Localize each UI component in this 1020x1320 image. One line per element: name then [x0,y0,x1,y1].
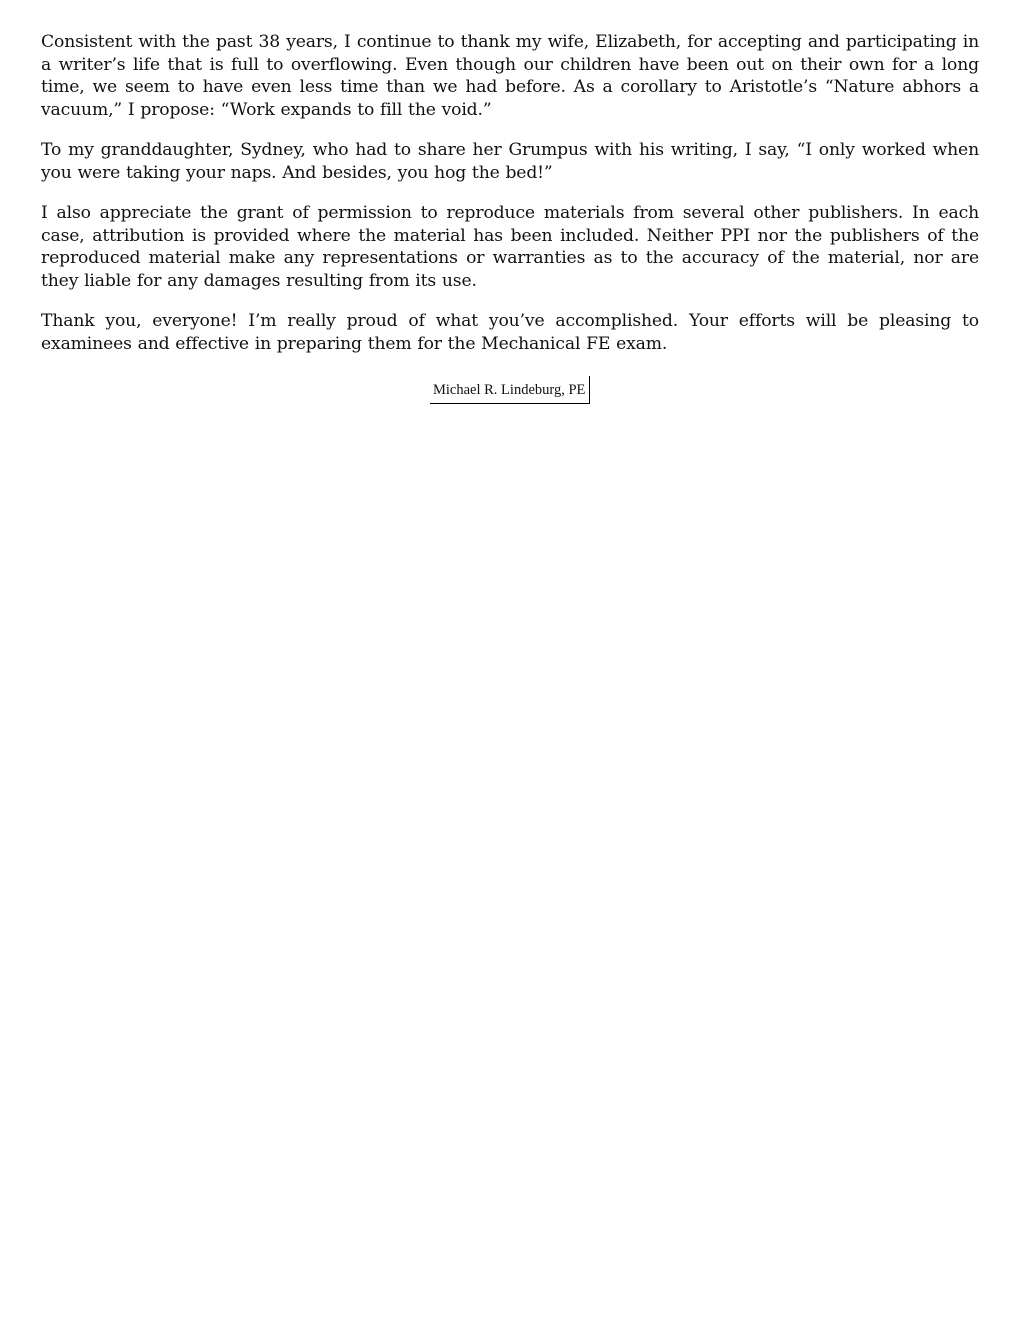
signature-block [41,373,979,413]
paragraph-permissions: I also appreciate the grant of permission to reproduce materials from several other publishers. In each case, attribution is provided where the material has been included. Neither PPI nor the publishers of the reproduced material make any representations or warranties as to the accuracy of the material, nor are they liable for any damages resulting from its use. [41,202,979,291]
paragraph-wife-thanks: Consistent with the past 38 years, I continue to thank my wife, Elizabeth, for accepting and participating in a writer’s life that is full to overflowing. Even though our children have been out on their own for a long time, we seem to have even less time than we had before. As a corollary to Aristotle’s “Nature abhors a vacuum,” I propose: “Work expands to fill the void.” [41,32,979,121]
paragraph-thank-you: Thank you, everyone! I’m really proud of what you’ve accomplished. Your efforts will be pleasing to examinees and effective in preparing them for the Mechanical FE exam. [41,310,979,354]
paragraph-granddaughter: To my granddaughter, Sydney, who had to share her Grumpus with his writing, I say, “I only worked when you were taking your naps. And besides, you hog the bed!” [41,140,979,183]
author-signature: Michael R. Lindeburg, PE [430,376,590,404]
document-page [41,31,979,413]
